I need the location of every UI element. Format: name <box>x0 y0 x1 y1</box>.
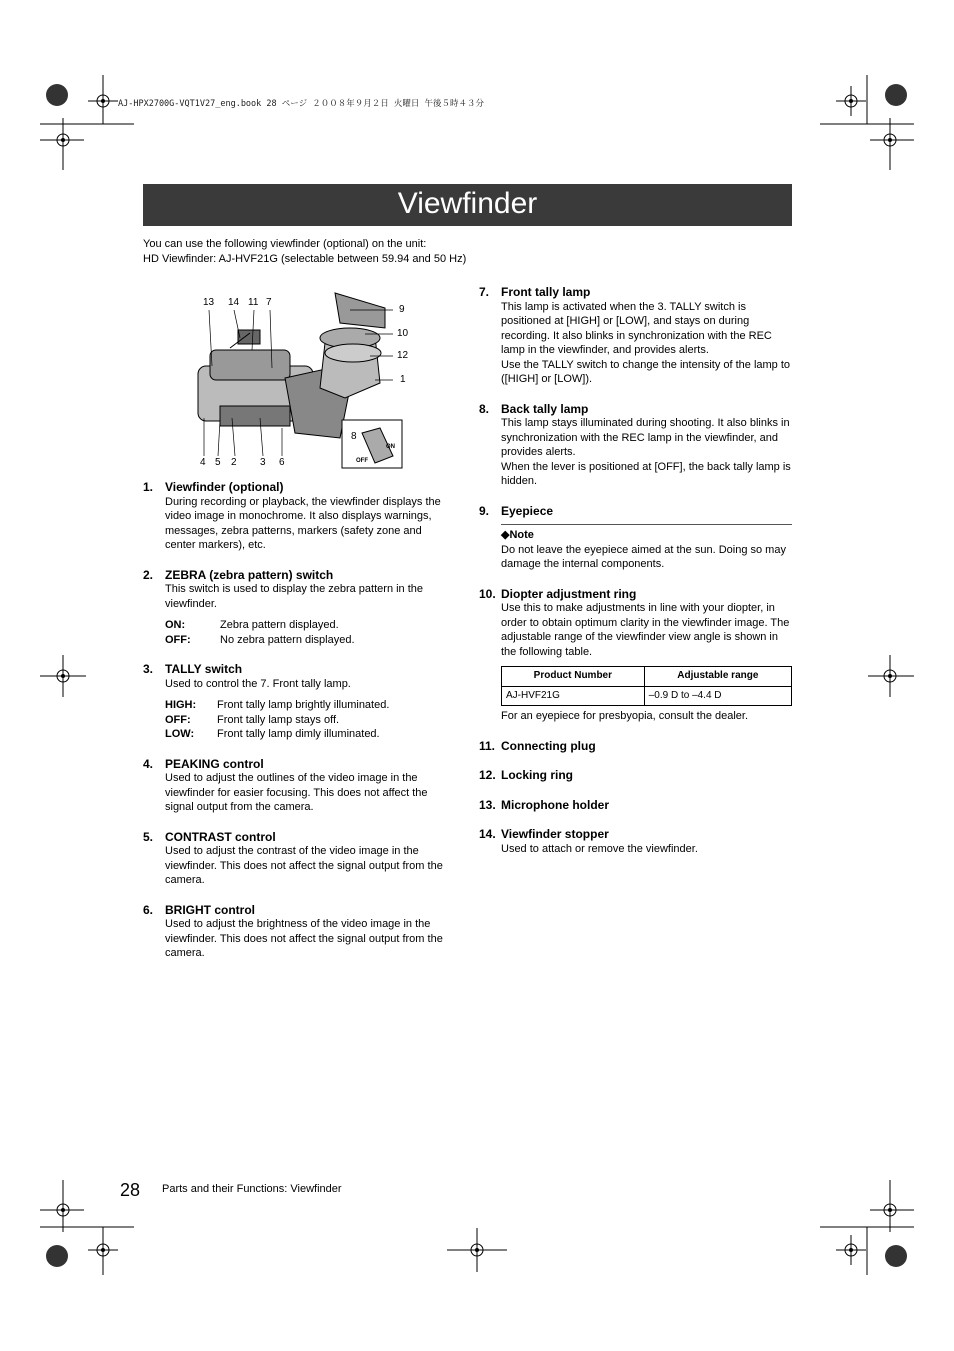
item-title: Viewfinder (optional) <box>165 480 284 494</box>
item-number: 5. <box>143 829 154 844</box>
left-column <box>143 480 453 976</box>
item-body-after: For an eyepiece for presbyopia, consult the dealer. <box>501 710 749 722</box>
item-4 <box>143 757 453 815</box>
viewfinder-figure <box>190 288 415 473</box>
option-value: No zebra pattern displayed. <box>220 633 355 646</box>
footer-section: Parts and their Functions: Viewfinder <box>162 1183 342 1195</box>
item-body: This lamp stays illuminated during shooting. It also blinks in synchronization with the REC lamp in the viewfinder, and provides alerts. <box>501 417 790 458</box>
fig-label-13: 13 <box>203 297 215 308</box>
item-title: BRIGHT control <box>165 902 255 917</box>
intro <box>143 237 466 266</box>
table-cell: AJ-HVF21G <box>502 686 645 706</box>
fig-label-7: 7 <box>266 297 272 308</box>
item-title: Diopter adjustment ring <box>501 586 637 601</box>
item-title: TALLY switch <box>165 662 243 676</box>
item-number: 2. <box>143 567 154 582</box>
item-title: Front tally lamp <box>501 285 591 299</box>
item-title: ZEBRA (zebra pattern) switch <box>165 567 334 582</box>
fig-label-12: 12 <box>397 350 409 361</box>
item-number: 3. <box>143 662 154 676</box>
item-number: 6. <box>143 902 154 917</box>
item-title: Back tally lamp <box>501 401 589 416</box>
item-12 <box>479 768 792 783</box>
item-body: This switch is used to display the zebra pattern in the viewfinder. <box>165 583 424 610</box>
option-key: HIGH: <box>165 699 197 711</box>
item-11 <box>479 739 792 754</box>
item-number: 1. <box>143 480 154 494</box>
page-number: 28 <box>120 1180 141 1200</box>
fig-inset-off: OFF <box>356 458 368 464</box>
item-body: This lamp is activated when the 3. TALLY switch is positioned at [HIGH] or [LOW], and stays on during recording. It also blinks in synchronization with the REC lamp in the viewfinder, and provides alerts. <box>501 300 772 356</box>
fig-label-2: 2 <box>231 457 237 468</box>
item-number: 4. <box>143 756 154 771</box>
intro-line-2: HD Viewfinder: AJ-HVF21G (selectable between 59.94 and 50 Hz) <box>143 252 467 265</box>
print-header: AJ-HPX2700G-VQT1V27_eng.book 28 ページ ２００８年９月２日 火曜日 午後５時４３分 <box>118 99 484 109</box>
item-body: Used to control the 7. Front tally lamp. <box>165 677 351 690</box>
item-6 <box>143 903 453 961</box>
item-number: 12. <box>479 768 496 782</box>
option-list <box>143 618 453 647</box>
item-number: 14. <box>479 827 496 841</box>
item-14 <box>479 827 792 856</box>
item-body-2: When the lever is positioned at [OFF], the back tally lamp is hidden. <box>501 460 791 487</box>
fig-label-3: 3 <box>260 457 266 468</box>
item-body: Used to adjust the outlines of the video image in the viewfinder for easier focusing. This does not affect the signal output from the camera. <box>165 772 428 813</box>
item-8 <box>479 402 792 489</box>
table-header: Product Number <box>502 667 645 687</box>
item-2 <box>143 568 453 648</box>
table-header-row <box>502 667 792 687</box>
item-13 <box>479 798 792 813</box>
option-row <box>165 633 453 648</box>
fig-label-1: 1 <box>400 374 406 385</box>
option-value: Front tally lamp dimly illuminated. <box>217 728 380 740</box>
fig-label-14: 14 <box>228 297 240 308</box>
item-3 <box>143 662 453 742</box>
table-cell: –0.9 D to –4.4 D <box>644 686 791 706</box>
table-header: Adjustable range <box>644 667 791 687</box>
item-body: Used to attach or remove the viewfinder. <box>501 842 698 855</box>
item-number: 9. <box>479 503 490 518</box>
right-column <box>479 285 792 871</box>
fig-label-10: 10 <box>397 328 409 339</box>
page-title: Viewfinder <box>143 184 792 226</box>
fig-label-11: 11 <box>248 297 259 308</box>
note-body: Do not leave the eyepiece aimed at the sun. Doing so may damage the internal components. <box>501 543 786 570</box>
item-body-2: Use the TALLY switch to change the intensity of the lamp to ([HIGH] or [LOW]). <box>501 358 791 385</box>
note-divider <box>501 524 792 525</box>
item-number: 13. <box>479 797 496 812</box>
option-value: Front tally lamp brightly illuminated. <box>217 699 390 711</box>
diopter-table <box>501 666 792 706</box>
option-key: OFF: <box>165 713 191 726</box>
option-list <box>143 698 453 742</box>
fig-label-5: 5 <box>215 457 221 468</box>
item-number: 10. <box>479 586 496 601</box>
option-value: Zebra pattern displayed. <box>220 619 339 631</box>
item-title: Eyepiece <box>501 503 554 518</box>
item-title: Connecting plug <box>501 738 596 753</box>
item-title: Viewfinder stopper <box>501 827 609 841</box>
item-7 <box>479 285 792 387</box>
item-body: Use this to make adjustments in line with your diopter, in order to obtain optimum clarity in the viewfinder image. The adjustable range of the viewfinder view angle is shown in the following table. <box>501 602 790 658</box>
option-row <box>165 618 453 633</box>
table-row <box>502 686 792 706</box>
option-key: LOW: <box>165 728 195 740</box>
item-body: Used to adjust the brightness of the video image in the viewfinder. This does not affect the signal output from the camera. <box>165 918 443 959</box>
option-key: OFF: <box>165 633 191 646</box>
fig-label-4: 4 <box>200 457 206 468</box>
item-title: CONTRAST control <box>165 829 276 844</box>
fig-inset-on: ON <box>386 444 395 450</box>
item-5 <box>143 830 453 888</box>
intro-line-1: You can use the following viewfinder (optional) on the unit: <box>143 238 427 250</box>
item-1 <box>143 480 453 553</box>
item-10 <box>479 587 792 724</box>
fig-label-6: 6 <box>279 457 285 468</box>
item-number: 8. <box>479 401 490 416</box>
item-number: 7. <box>479 285 490 299</box>
option-row <box>165 713 453 728</box>
fig-label-9: 9 <box>399 304 405 315</box>
item-body: Used to adjust the contrast of the video image in the viewfinder. This does not affect the signal output from the camera. <box>165 845 443 886</box>
option-row <box>165 727 453 742</box>
viewfinder-illustration <box>190 288 415 473</box>
item-title: PEAKING control <box>165 756 264 771</box>
item-9 <box>479 504 792 572</box>
item-title: Microphone holder <box>501 797 609 812</box>
item-number: 11. <box>479 738 496 753</box>
option-row <box>165 698 453 713</box>
item-title: Locking ring <box>501 768 573 782</box>
option-value: Front tally lamp stays off. <box>217 713 340 726</box>
item-body: During recording or playback, the viewfinder displays the video image in monochrome. It also displays warnings, messages, zebra patterns, markers (safety zone and center markers), etc. <box>165 495 441 551</box>
note-title: ◆Note <box>501 529 534 541</box>
fig-label-8: 8 <box>351 431 357 442</box>
option-key: ON: <box>165 619 186 631</box>
